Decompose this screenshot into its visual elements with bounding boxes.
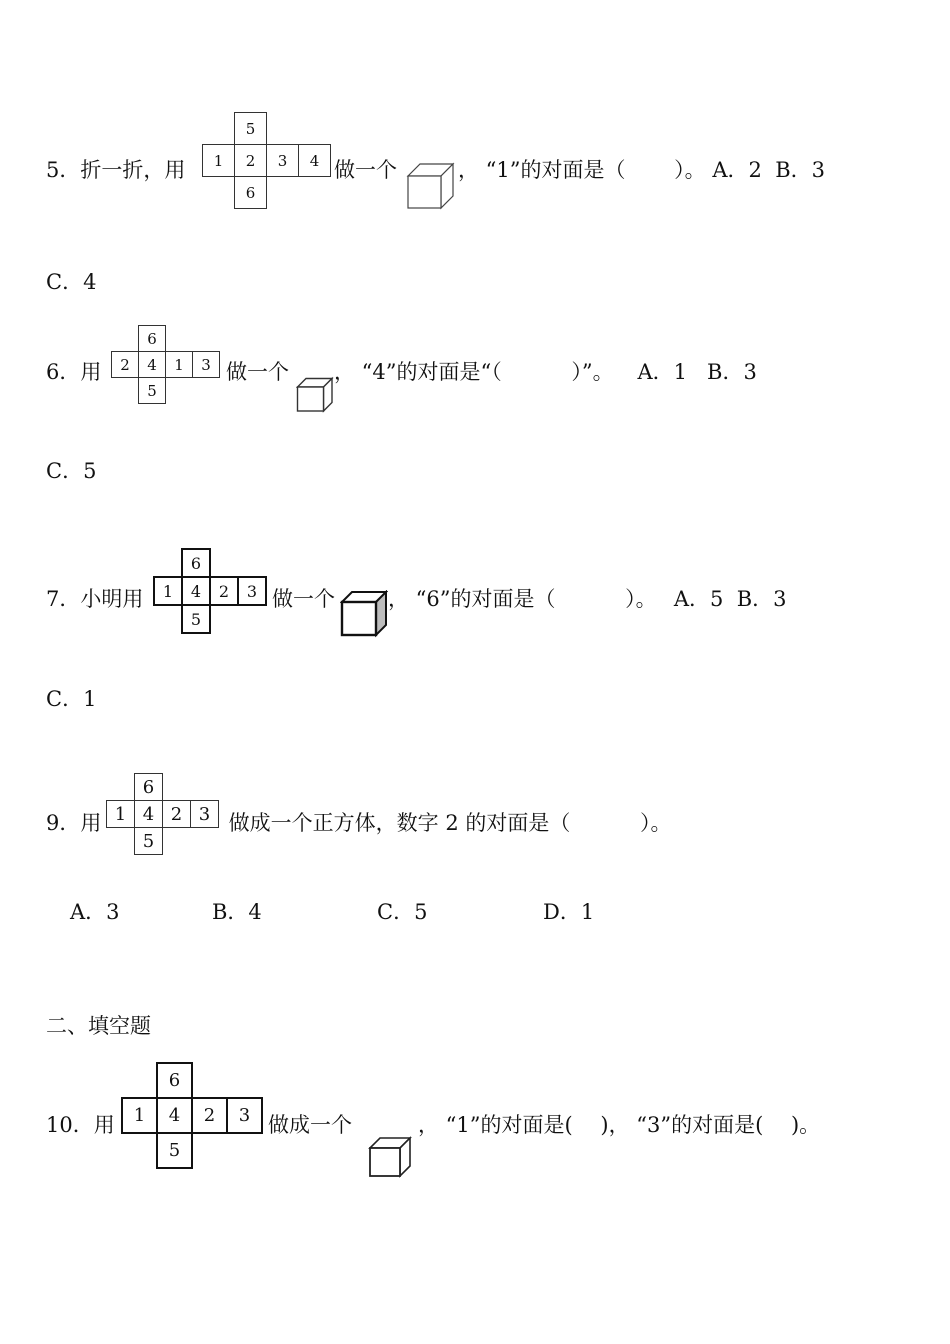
q7-option-c: C．1 (46, 687, 97, 711)
q10-suffix: ， “1”的对面是( )， “3”的对面是( )。 (418, 1113, 821, 1137)
net-cell: 5 (234, 112, 267, 145)
net-cell: 2 (191, 1097, 228, 1134)
q9-option-c: C．5 (377, 900, 428, 924)
net-cell: 3 (237, 576, 267, 606)
q10-cube-net (121, 1062, 265, 1169)
q6-middle: 做一个 (226, 360, 289, 384)
net-cell: 3 (226, 1097, 263, 1134)
net-cell: 3 (190, 800, 219, 828)
net-cell: 2 (234, 144, 267, 177)
q5-cube-net (202, 112, 332, 209)
net-cell: 4 (138, 351, 166, 378)
q6-prefix: 6．用 (46, 360, 102, 384)
q6-option-c: C．5 (46, 459, 97, 483)
q9-option-b: B．4 (212, 900, 262, 924)
q7-prefix: 7．小明用 (46, 587, 144, 611)
net-cell: 2 (209, 576, 239, 606)
q5-option-c: C．4 (46, 270, 97, 294)
net-cell: 6 (181, 548, 211, 578)
q5-suffix: ， “1”的对面是（ ）。 A．2 B．3 (458, 158, 826, 182)
q7-cube-net (153, 548, 271, 635)
cube-icon (406, 160, 456, 210)
net-cell: 6 (156, 1062, 193, 1099)
net-cell: 1 (106, 800, 135, 828)
q5-prefix: 5．折一折，用 (46, 158, 186, 182)
cube-icon (368, 1136, 412, 1178)
net-cell: 3 (192, 351, 220, 378)
net-cell: 1 (165, 351, 193, 378)
net-cell: 1 (121, 1097, 158, 1134)
net-cell: 5 (138, 377, 166, 404)
net-cell: 2 (111, 351, 139, 378)
net-cell: 4 (156, 1097, 193, 1134)
net-cell: 6 (234, 176, 267, 209)
q10-middle: 做成一个 (268, 1113, 352, 1137)
net-cell: 1 (153, 576, 183, 606)
net-cell: 6 (138, 325, 166, 352)
cube-icon (296, 375, 334, 413)
q9-option-a: A．3 (70, 900, 120, 924)
net-cell: 4 (134, 800, 163, 828)
net-cell: 1 (202, 144, 235, 177)
net-cell: 4 (181, 576, 211, 606)
q10-prefix: 10．用 (46, 1113, 115, 1137)
q9-suffix: 做成一个正方体，数字 2 的对面是（ ）。 (222, 811, 672, 835)
cube-icon (340, 590, 388, 638)
q7-middle: 做一个 (272, 587, 335, 611)
q5-middle: 做一个 (334, 158, 397, 182)
net-cell: 4 (298, 144, 331, 177)
q6-cube-net (111, 325, 222, 404)
q7-suffix: ， “6”的对面是（ ）。 A．5 B．3 (388, 587, 787, 611)
net-cell: 5 (156, 1132, 193, 1169)
q6-suffix: ， “4”的对面是“（ ）”。 A．1 B．3 (334, 360, 757, 384)
net-cell: 6 (134, 773, 163, 801)
net-cell: 3 (266, 144, 299, 177)
q9-cube-net (106, 773, 218, 854)
section-title: 二、填空题 (46, 1014, 151, 1038)
net-cell: 5 (181, 604, 211, 634)
q9-option-d: D．1 (543, 900, 595, 924)
q9-prefix: 9．用 (46, 811, 102, 835)
net-cell: 2 (162, 800, 191, 828)
net-cell: 5 (134, 827, 163, 855)
